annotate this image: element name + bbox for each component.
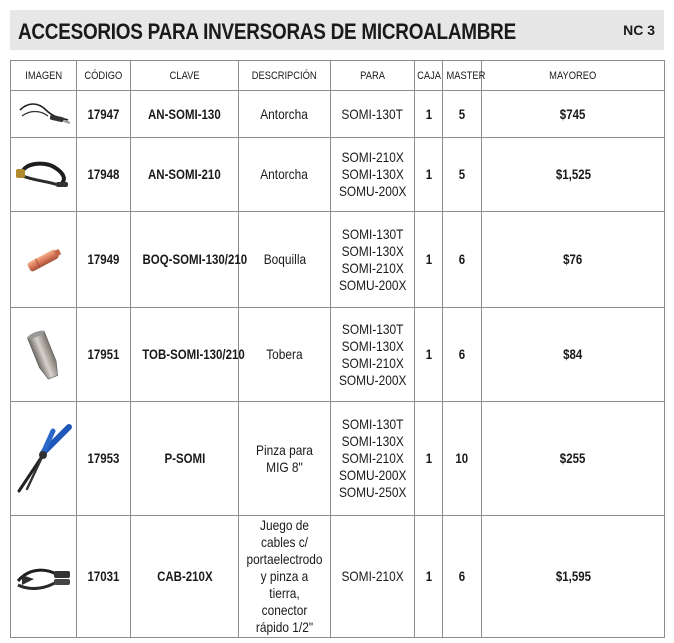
master-cell: 6 bbox=[443, 516, 482, 638]
descripcion-cell: Juego de cables c/ portaelectrodo y pinza a tierra, conector rápido 1/2" bbox=[239, 516, 331, 638]
mayoreo-cell: $1,525 bbox=[482, 138, 665, 212]
torch-cable-thick-icon bbox=[14, 155, 74, 195]
clave-cell: AN-SOMI-130 bbox=[131, 91, 239, 138]
descripcion-cell: Antorcha bbox=[239, 138, 331, 212]
master-cell: 6 bbox=[443, 308, 482, 402]
codigo-cell: 17947 bbox=[77, 91, 131, 138]
codigo-cell: 17951 bbox=[77, 308, 131, 402]
codigo-cell: 17949 bbox=[77, 212, 131, 308]
mayoreo-cell: $1,595 bbox=[482, 516, 665, 638]
master-cell: 5 bbox=[443, 91, 482, 138]
column-header-descripcion: DESCRIPCIÓN bbox=[239, 61, 331, 91]
table-row bbox=[11, 308, 665, 402]
pliers-icon bbox=[13, 423, 75, 495]
catalog-header bbox=[10, 10, 664, 50]
table-header-row bbox=[11, 61, 665, 91]
product-image-cell bbox=[11, 308, 77, 402]
caja-cell: 1 bbox=[415, 402, 443, 516]
cable-clamp-icon bbox=[14, 555, 74, 599]
descripcion-cell: Pinza para MIG 8" bbox=[239, 402, 331, 516]
table-row bbox=[11, 516, 665, 638]
table-row bbox=[11, 91, 665, 138]
descripcion-cell: Tobera bbox=[239, 308, 331, 402]
mayoreo-cell: $84 bbox=[482, 308, 665, 402]
torch-cable-icon bbox=[16, 96, 72, 132]
product-image-cell bbox=[11, 138, 77, 212]
codigo-cell: 17031 bbox=[77, 516, 131, 638]
column-header-master: MASTER bbox=[443, 61, 482, 91]
column-header-clave: CLAVE bbox=[131, 61, 239, 91]
mayoreo-cell: $745 bbox=[482, 91, 665, 138]
caja-cell: 1 bbox=[415, 91, 443, 138]
clave-cell: P-SOMI bbox=[131, 402, 239, 516]
column-header-caja: CAJA bbox=[415, 61, 443, 91]
codigo-cell: 17953 bbox=[77, 402, 131, 516]
section-code: NC 3 bbox=[623, 22, 655, 38]
para-cell: SOMI-130T SOMI-130X SOMI-210X SOMU-200X SOMU-250X bbox=[331, 402, 415, 516]
para-cell: SOMI-210X bbox=[331, 516, 415, 638]
caja-cell: 1 bbox=[415, 212, 443, 308]
master-cell: 10 bbox=[443, 402, 482, 516]
codigo-cell: 17948 bbox=[77, 138, 131, 212]
copper-nozzle-icon bbox=[19, 240, 69, 280]
page-title: ACCESORIOS PARA INVERSORAS DE MICROALAMBRE bbox=[18, 19, 516, 44]
master-cell: 5 bbox=[443, 138, 482, 212]
caja-cell: 1 bbox=[415, 138, 443, 212]
mayoreo-cell: $255 bbox=[482, 402, 665, 516]
caja-cell: 1 bbox=[415, 308, 443, 402]
clave-cell: CAB-210X bbox=[131, 516, 239, 638]
column-header-imagen: IMAGEN bbox=[11, 61, 77, 91]
clave-cell: TOB-SOMI-130/210 bbox=[131, 308, 239, 402]
descripcion-cell: Boquilla bbox=[239, 212, 331, 308]
metal-nozzle-cone-icon bbox=[19, 325, 69, 385]
para-cell: SOMI-130T SOMI-130X SOMI-210X SOMU-200X bbox=[331, 308, 415, 402]
master-cell: 6 bbox=[443, 212, 482, 308]
caja-cell: 1 bbox=[415, 516, 443, 638]
para-cell: SOMI-130T bbox=[331, 91, 415, 138]
descripcion-cell: Antorcha bbox=[239, 91, 331, 138]
clave-cell: BOQ-SOMI-130/210 bbox=[131, 212, 239, 308]
product-image-cell bbox=[11, 402, 77, 516]
product-image-cell bbox=[11, 91, 77, 138]
mayoreo-cell: $76 bbox=[482, 212, 665, 308]
product-image-cell bbox=[11, 516, 77, 638]
table-row bbox=[11, 138, 665, 212]
product-image-cell bbox=[11, 212, 77, 308]
column-header-codigo: CÓDIGO bbox=[77, 61, 131, 91]
accessories-table bbox=[10, 60, 665, 638]
para-cell: SOMI-210X SOMI-130X SOMU-200X bbox=[331, 138, 415, 212]
column-header-mayoreo: MAYOREO bbox=[482, 61, 665, 91]
table-row bbox=[11, 402, 665, 516]
clave-cell: AN-SOMI-210 bbox=[131, 138, 239, 212]
para-cell: SOMI-130T SOMI-130X SOMI-210X SOMU-200X bbox=[331, 212, 415, 308]
table-row bbox=[11, 212, 665, 308]
column-header-para: PARA bbox=[331, 61, 415, 91]
